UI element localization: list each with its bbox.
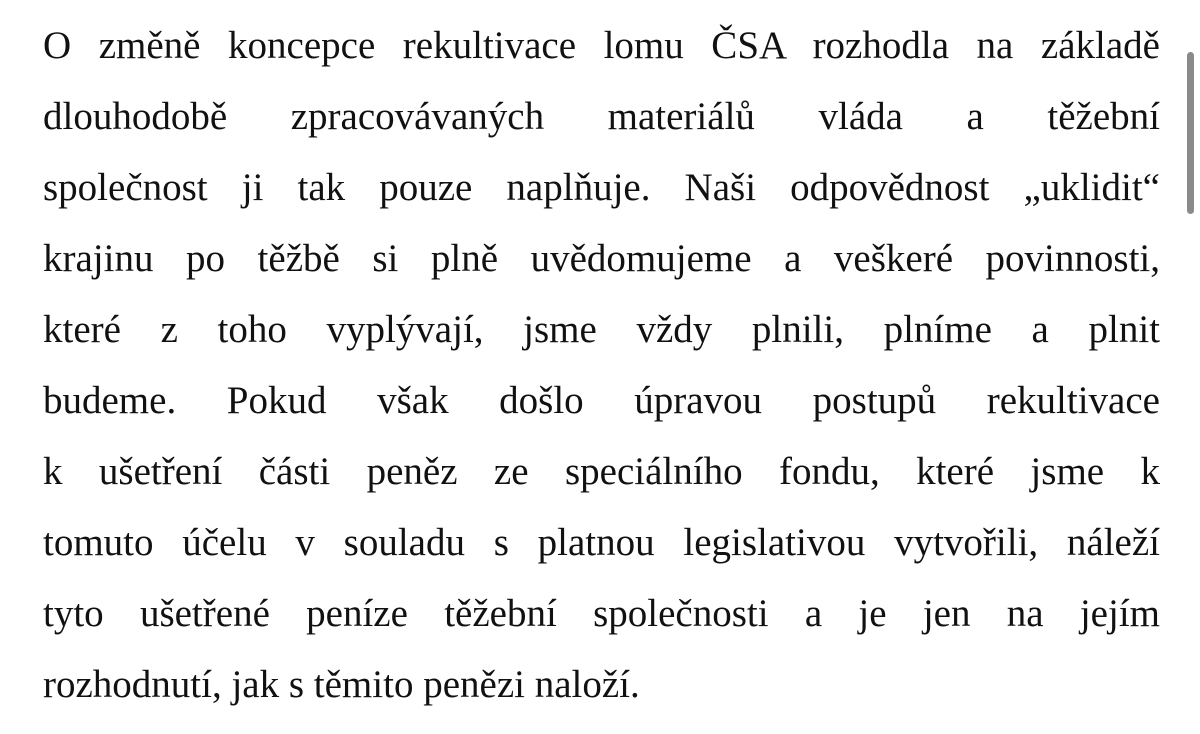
paragraph <box>43 10 1160 720</box>
paragraph-line: dlouhodobě zpracovávaných materiálů vláda a těžební <box>43 95 1160 138</box>
vertical-scrollbar[interactable] <box>1182 0 1200 734</box>
paragraph-line: tomuto účelu v souladu s platnou legislativou vytvořili, náleží <box>43 521 1160 564</box>
paragraph-line: které z toho vyplývají, jsme vždy plnili, plníme a plnit <box>43 308 1160 351</box>
paragraph-line: společnost ji tak pouze naplňuje. Naši odpovědnost „uklidit“ <box>43 166 1160 209</box>
scrollbar-thumb[interactable] <box>1187 52 1194 214</box>
paragraph-line: krajinu po těžbě si plně uvědomujeme a veškeré povinnosti, <box>43 237 1160 280</box>
paragraph-line-last: rozhodnutí, jak s těmito penězi naloží. <box>43 663 640 706</box>
paragraph-line: tyto ušetřené peníze těžební společnosti a je jen na jejím <box>43 592 1160 635</box>
paragraph-line: k ušetření části peněz ze speciálního fondu, které jsme k <box>43 450 1160 493</box>
paragraph-line: budeme. Pokud však došlo úpravou postupů rekultivace <box>43 379 1160 422</box>
paragraph-line: O změně koncepce rekultivace lomu ČSA rozhodla na základě <box>43 24 1160 67</box>
